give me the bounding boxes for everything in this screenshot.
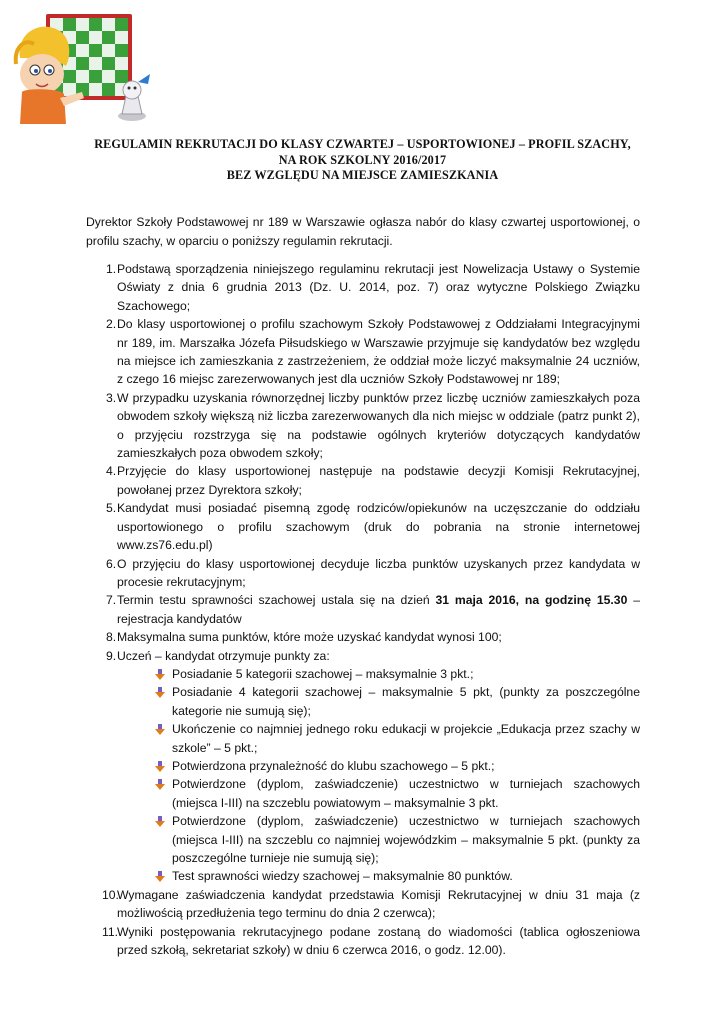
arrow-bullet-icon [155, 761, 165, 772]
points-item [117, 720, 640, 757]
rule-text: Do klasy usportowionej o profilu szachowym Szkoły Podstawowej z Oddziałami Integracyjnymi nr 189, im. Marszałka Józefa Piłsudskiego w Warszawie przyjmuje się kandydatów bez względu na miejsce ich zamieszkania z zastrzeżeniem, że oddział może liczyć maksymalnie 24 uczniów, z czego 16 miejsc zarezerwowanych jest dla uczniów Szkoły Podstawowej nr 189; [117, 317, 640, 387]
rule-text: Wyniki postępowania rekrutacyjnego podane zostaną do wiadomości (tablica ogłoszeniowa przed szkołą, sekretariat szkoły) w dniu 6 czerwca 2016, o godz. 12.00). [117, 924, 640, 958]
points-item [117, 812, 640, 867]
board-square [102, 83, 115, 96]
rule-item [86, 628, 640, 646]
points-text: Posiadanie 4 kategorii szachowej – maksymalnie 5 pkt, (punkty za poszczególne kategorie nie sumują się); [172, 685, 640, 718]
rule-number: 7. [106, 593, 117, 608]
rule-item [86, 886, 640, 923]
rule-item [86, 389, 640, 463]
rule-text-before: Termin testu sprawności szachowej ustala się na dzień [117, 593, 436, 608]
rule-text: Maksymalna suma punktów, które może uzyskać kandydat wynosi 100; [117, 630, 502, 645]
title-line-1: REGULAMIN REKRUTACJI DO KLASY CZWARTEJ – USPORTOWIONEJ – PROFIL SZACHY, [94, 137, 631, 151]
points-text: Ukończenie co najmniej jednego roku edukacji w projekcie „Edukacja przez szachy w szkole” – 5 pkt.; [172, 722, 640, 755]
arrow-bullet-icon [155, 779, 165, 790]
rule-item [86, 260, 640, 315]
points-text: Potwierdzone (dyplom, zaświadczenie) uczestnictwo w turniejach szachowych (miejsca I-III) na szczeblu co najmniej wojewódzkim – maksymalnie 5 pkt. (punkty za poszczególne turnieje nie sumują się); [172, 814, 640, 865]
board-square [115, 18, 128, 31]
points-item [117, 683, 640, 720]
arrow-bullet-icon [155, 871, 165, 882]
board-square [89, 18, 102, 31]
rule-item [86, 499, 640, 554]
rule-number: 3. [106, 390, 117, 405]
points-text: Posiadanie 5 kategorii szachowej – maksymalnie 3 pkt.; [172, 666, 474, 681]
points-item [117, 775, 640, 812]
points-item [117, 757, 640, 775]
rule-text: Wymagane zaświadczenia kandydat przedstawia Komisji Rekrutacyjnej w dniu 31 maja (z możliwością przedłużenia tego terminu do dnia 2 czerwca); [117, 887, 640, 921]
rule-number: 9. [106, 648, 117, 663]
rule-text: Przyjęcie do klasy usportowionej następuje na podstawie decyzji Komisji Rekrutacyjnej, powołanej przez Dyrektora szkoły; [117, 464, 640, 497]
points-text: Potwierdzone (dyplom, zaświadczenie) uczestnictwo w turniejach szachowych (miejsca I-III) na szczeblu powiatowym – maksymalnie 3 pkt. [172, 777, 640, 810]
rule-text: Podstawą sporządzenia niniejszego regulaminu rekrutacji jest Nowelizacja Ustawy o Systemie Oświaty z dnia 6 grudnia 2013 (Dz. U. 2014, poz. 7) oraz wytyczne Polskiego Związku Szachowego; [117, 262, 640, 313]
rule-item [86, 555, 640, 592]
rule-item [86, 647, 640, 886]
rule-item [86, 923, 640, 960]
rule-item [86, 462, 640, 499]
points-text: Test sprawności wiedzy szachowej – maksymalnie 80 punktów. [172, 869, 513, 884]
test-date: 31 maja 2016, na godzinę 15.30 [435, 593, 628, 608]
rule-text: O przyjęciu do klasy usportowionej decyduje liczba punktów uzyskanych przez kandydata w procesie rekrutacyjnym; [117, 556, 640, 589]
board-square [102, 31, 115, 44]
rule-number: 10. [102, 887, 119, 902]
board-square [63, 18, 76, 31]
rule-number: 4. [106, 464, 117, 479]
rules-list [86, 260, 640, 959]
chess-kid-logo [10, 8, 160, 126]
arrow-bullet-icon [155, 724, 165, 735]
rule-number: 5. [106, 501, 117, 516]
rule-item [86, 315, 640, 389]
intro-paragraph: Dyrektor Szkoły Podstawowej nr 189 w Warszawie ogłasza nabór do klasy czwartej usportowionej, o profilu szachy, w oparciu o poniższy regulamin rekrutacji. [86, 215, 640, 248]
rule-item [86, 591, 640, 628]
board-square [115, 70, 128, 83]
rule-number: 8. [106, 630, 117, 645]
rule-number: 2. [106, 317, 117, 332]
title-line-3: BEZ WZGLĘDU NA MIEJSCE ZAMIESZKANIA [226, 168, 499, 182]
rule-text: Uczeń – kandydat otrzymuje punkty za: [117, 648, 330, 663]
arrow-bullet-icon [155, 687, 165, 698]
arrow-bullet-icon [155, 669, 165, 680]
points-item [117, 867, 640, 885]
board-square [115, 44, 128, 57]
arrow-bullet-icon [155, 816, 165, 827]
board-square [102, 57, 115, 70]
rule-number: 11. [102, 924, 119, 939]
board-square [76, 57, 89, 70]
chess-kid-icon [10, 8, 160, 126]
rule-text: W przypadku uzyskania równorzędnej liczby punktów przez liczbę uczniów zamieszkałych poza obwodem szkoły większą niż liczba zarezerwowanych dla nich miejsc w oddziale (patrz punkt 2), o przyjęciu rozstrzyga się na podstawie ogólnych kryteriów dotyczących kandydatów zamieszkałych poza obwodem szkoły; [117, 390, 640, 461]
board-square [89, 44, 102, 57]
rule-number: 1. [106, 262, 117, 276]
points-text: Potwierdzona przynależność do klubu szachowego – 5 pkt.; [172, 758, 495, 773]
points-list [117, 665, 640, 886]
document-title [40, 137, 685, 184]
board-square [76, 31, 89, 44]
board-square [89, 70, 102, 83]
rule-number: 6. [106, 556, 117, 571]
board-square [63, 70, 76, 83]
title-line-2: NA ROK SZKOLNY 2016/2017 [278, 152, 447, 167]
rule-text-after: – rejestracja kandydatów [117, 593, 640, 626]
points-item [117, 665, 640, 683]
rule-text: Kandydat musi posiadać pisemną zgodę rodziców/opiekunów na uczęszczanie do oddziału usportowionego o profilu szachowym (druk do pobrania na stronie internetowej www.zs76.edu.pl) [117, 501, 640, 553]
